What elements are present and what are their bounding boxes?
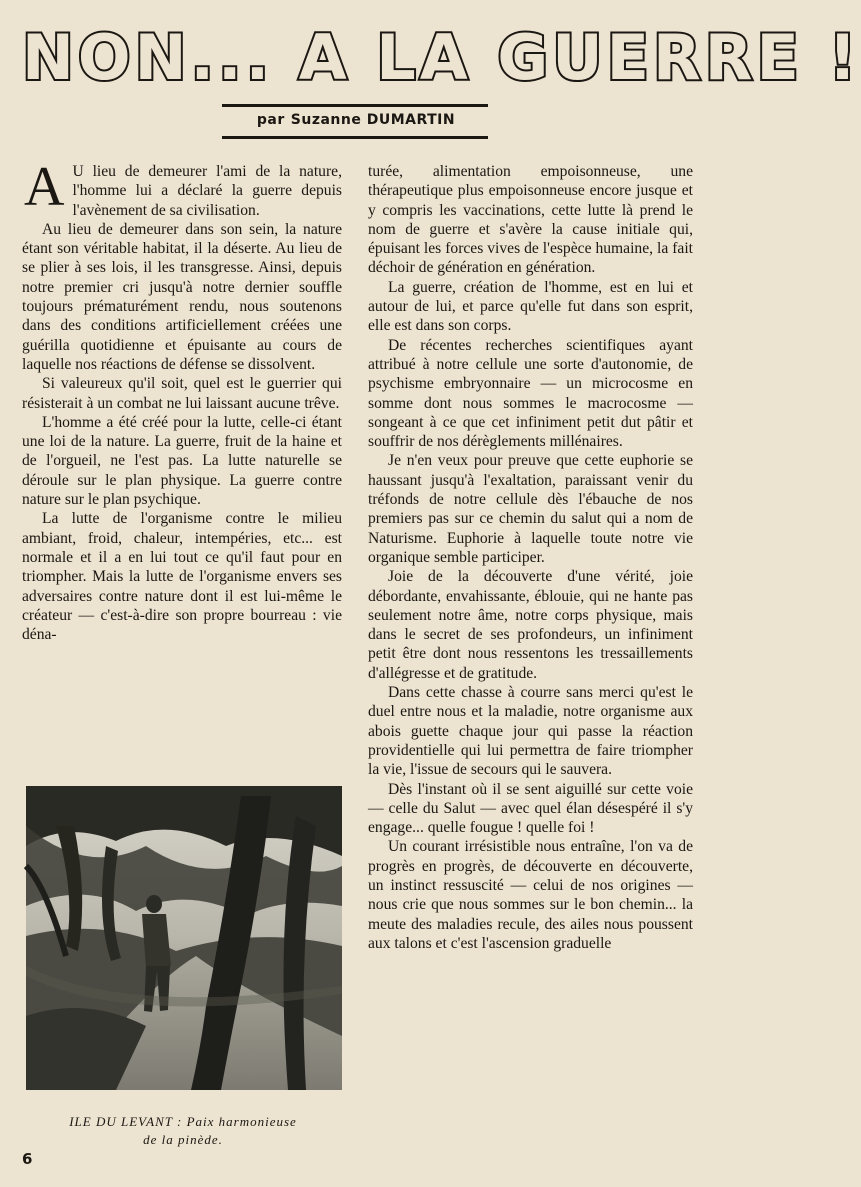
paragraph: Un courant irrésistible nous entraîne, l'on va de progrès en progrès, de découverte en découverte, un instinct ressuscité — celui de nos origines — nous crie que nous sommes sur le bon chemin... la meute des maladies recule, des ailes nous poussent aux talons et c'est l'ascension graduelle — [368, 838, 693, 952]
title-rule-top — [222, 104, 488, 107]
paragraph: Dans cette chasse à courre sans merci qu'est le duel entre nous et la maladie, notre organisme aux abois guette chaque jour qui passe la réaction providentielle qui lui permettra de faire triompher la vie, l'issue de secours qui le sauvera. — [368, 684, 693, 779]
paragraph: De récentes recherches scientifiques ayant attribué à notre cellule une sorte d'autonomie, de psychisme embryonnaire — un microcosme en somme dont nous sommes le macrocosme — songeant à ce que cet infiniment petit dut pâtir et souffrir de nos dérèglements millénaires. — [368, 336, 693, 451]
photo-caption — [22, 1113, 344, 1149]
pine-forest-photo — [26, 786, 342, 1090]
paragraph: Si valeureux qu'il soit, quel est le guerrier qui résisterait à un combat ne lui laissant aucune trêve. — [22, 375, 342, 412]
byline — [222, 112, 490, 128]
text-column-left — [22, 156, 342, 756]
byline-prefix: par — [256, 112, 285, 128]
paragraph: Dès l'instant où il se sent aiguillé sur cette voie — celle du Salut — avec quel élan désespéré il s'y engage... quelle fougue ! quelle foi ! — [368, 780, 693, 837]
author-name: Suzanne DUMARTIN — [290, 112, 456, 128]
paragraph: La guerre, création de l'homme, est en lui et autour de lui, et parce qu'elle fut dans son esprit, elle est dans son corps. — [368, 278, 693, 335]
paragraph: La lutte de l'organisme contre le milieu ambiant, froid, chaleur, intempéries, etc... est normale et il a en lui tout ce qu'il faut pour en triompher. Mais la lutte de l'organisme envers ses adversaires contre nature dont il est lui-même le créateur — c'est-à-dire son propre bourreau : vie déna- — [22, 510, 342, 644]
drop-cap: A — [24, 156, 65, 218]
photo-caption-line: de la pinède. — [143, 1132, 223, 1147]
paragraph: Au lieu de demeurer dans son sein, la nature étant son véritable habitat, il la déserte. Au lieu de se plier à ses lois, il les transgresse. Ainsi, depuis notre premier cri jusqu'à notre dernier souffle toujours prématurément rendu, nous soutenons dans des conditions artificiellement créées une guérilla quotidienne et épuisante au cours de laquelle nos réactions de défense se dissolvent. — [22, 220, 342, 373]
photo-caption-line: ILE DU LEVANT : Paix harmonieuse — [69, 1114, 297, 1129]
paragraph: Je n'en veux pour preuve que cette euphorie se haussant jusqu'à l'exaltation, paraissant venir du tréfonds de notre cellule dès l'ébauche de nos premiers pas sur ce chemin du salut qui a nom de Naturisme. Euphorie à laquelle toute notre vie organique semble participer. — [368, 452, 693, 566]
paragraph: A U lieu de demeurer l'ami de la nature, l'homme lui a déclaré la guerre depuis l'avènement de sa civilisation. — [24, 156, 342, 219]
paragraph: L'homme a été créé pour la lutte, celle-ci étant une loi de la nature. La guerre, fruit de la haine et de l'orgueil, ne l'est pas. La lutte naturelle se déroule sur le plan physique. La guerre contre nature sur le plan psychique. — [22, 413, 342, 509]
paragraph: turée, alimentation empoisonneuse, une thérapeutique plus empoisonneuse encore jusque et y compris les vaccinations, cette lutte là prend le nom de guerre et s'avère la cause initiale qui, épuisant les forces vives de l'espèce humaine, la fait déchoir de génération en génération. — [368, 163, 693, 277]
paragraph: Joie de la découverte d'une vérité, joie débordante, envahissante, éblouie, qui ne hante pas seulement notre âme, notre corps physique, mais dans le secret de ses profondeurs, un infiniment petit être dont nous ressentons les tressaillements d'allégresse et de gratitude. — [368, 568, 693, 682]
article-title: NON... A LA GUERRE ! — [22, 21, 861, 94]
title-rule-bottom — [222, 136, 488, 139]
text-column-right — [368, 162, 693, 1152]
page-number: 6 — [22, 1150, 33, 1168]
